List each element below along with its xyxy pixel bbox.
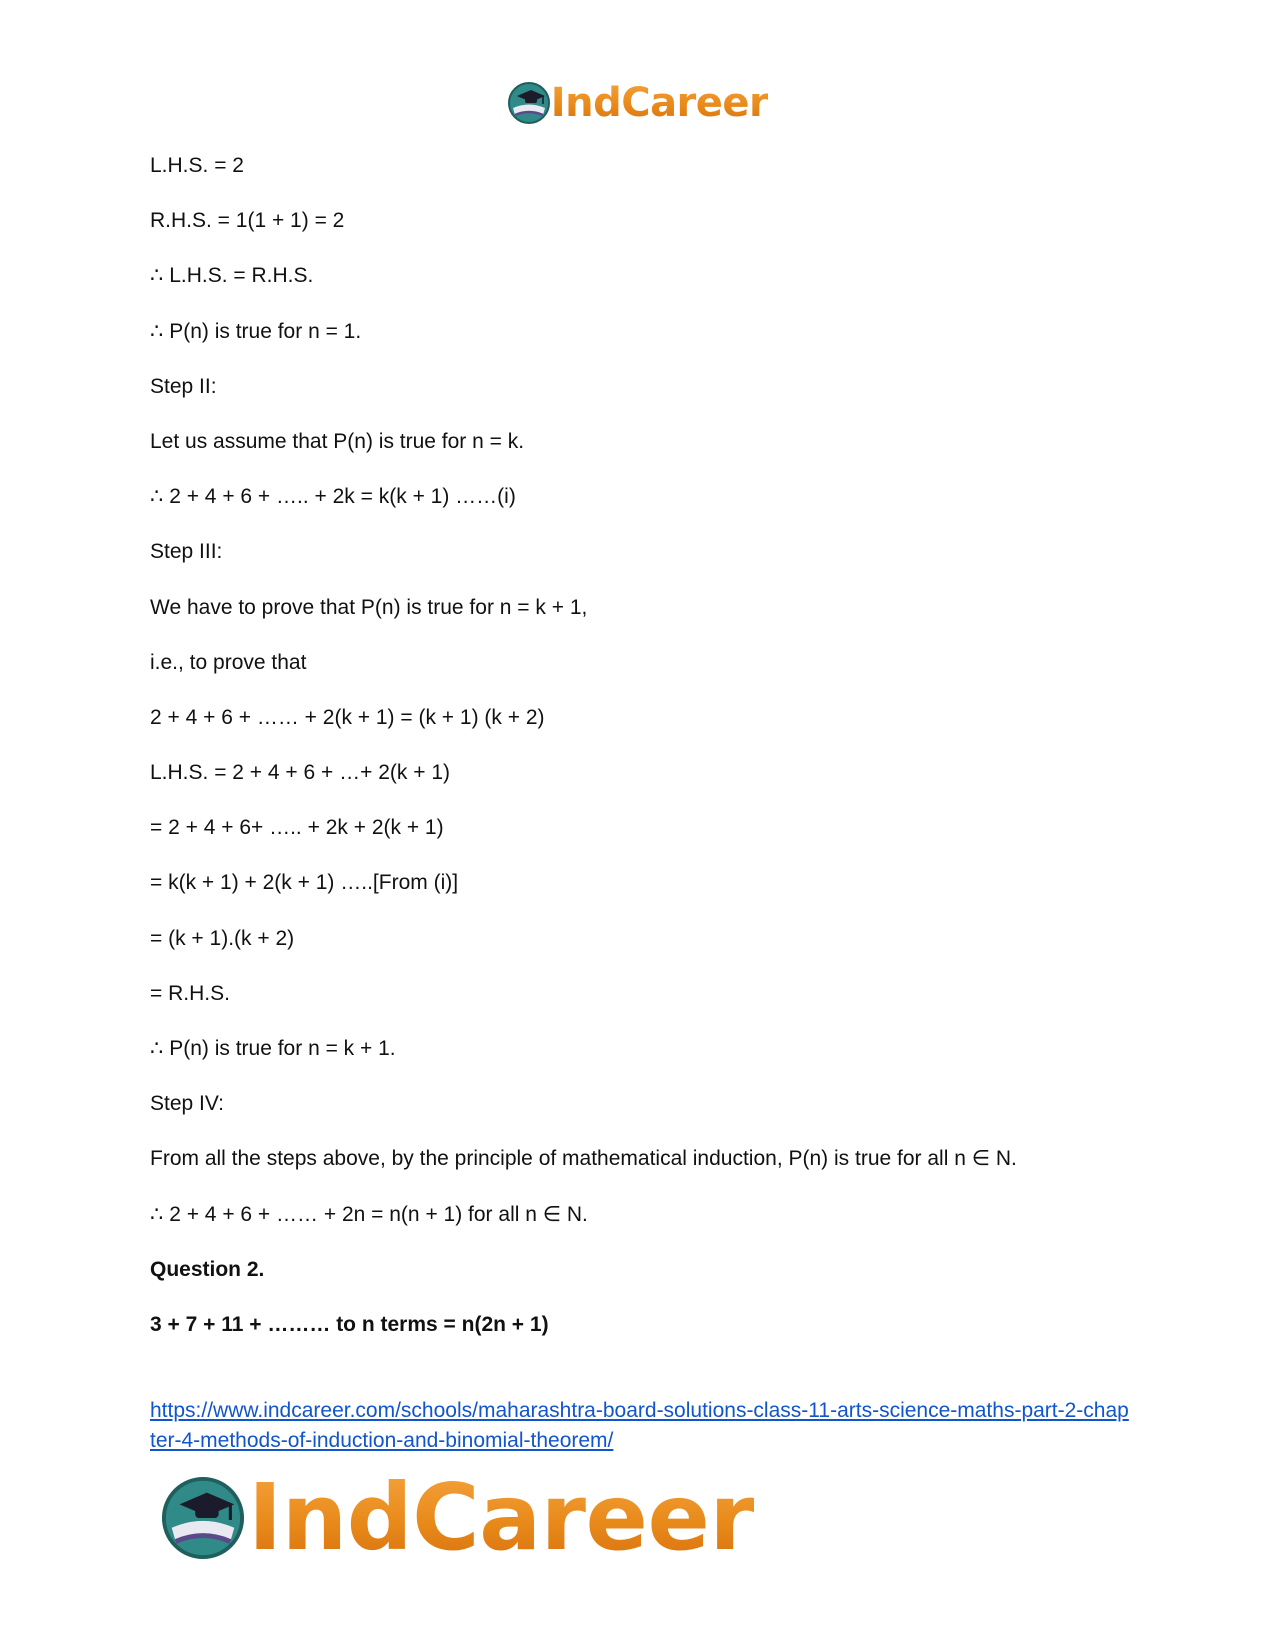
text-line: ∴ P(n) is true for n = 1. [150,319,362,343]
text-line: Let us assume that P(n) is true for n = k. [150,429,525,453]
text-line: We have to prove that P(n) is true for n = k + 1, [150,595,588,619]
footer-logo [160,1464,755,1571]
question-statement: 3 + 7 + 11 + ……… to n terms = n(2n + 1) [150,1312,549,1336]
graduation-cap-book-globe-icon [507,81,551,125]
solution-content [150,138,1130,1352]
logo-text: IndCareer [550,80,769,126]
step-heading: Step II: [150,374,217,398]
text-line: From all the steps above, by the principle of mathematical induction, P(n) is true for all n ∈ N. [150,1147,1017,1171]
text-line: i.e., to prove that [150,650,307,674]
brand-logo [507,80,769,126]
text-line: ∴ 2 + 4 + 6 + …… + 2n = n(n + 1) for all n ∈ N. [150,1202,588,1226]
text-line: L.H.S. = 2 + 4 + 6 + …+ 2(k + 1) [150,761,450,785]
text-line: = k(k + 1) + 2(k + 1) …..[From (i)] [150,871,459,895]
step-heading: Step III: [150,540,223,564]
text-line: ∴ P(n) is true for n = k + 1. [150,1037,396,1060]
text-line: R.H.S. = 1(1 + 1) = 2 [150,209,345,233]
graduation-cap-book-globe-icon [160,1475,246,1561]
text-line: ∴ 2 + 4 + 6 + ….. + 2k = k(k + 1) ……(i) [150,485,516,509]
text-line: L.H.S. = 2 [150,154,244,177]
logo-text: IndCareer [248,1464,755,1571]
header-logo [0,80,1275,126]
text-line: = R.H.S. [150,981,230,1005]
question-title: Question 2. [150,1257,265,1281]
text-line: = (k + 1).(k + 2) [150,926,295,950]
step-heading: Step IV: [150,1092,224,1116]
source-url-link[interactable]: https://www.indcareer.com/schools/maharashtra-board-solutions-class-11-arts-science-maths-part-2-chapter-4-methods-of-induction-and-binomial-theorem/ [150,1399,1129,1452]
text-line: = 2 + 4 + 6+ ….. + 2k + 2(k + 1) [150,816,444,840]
text-line: ∴ L.H.S. = R.H.S. [150,264,314,288]
text-line: 2 + 4 + 6 + …… + 2(k + 1) = (k + 1) (k + 2) [150,705,545,729]
